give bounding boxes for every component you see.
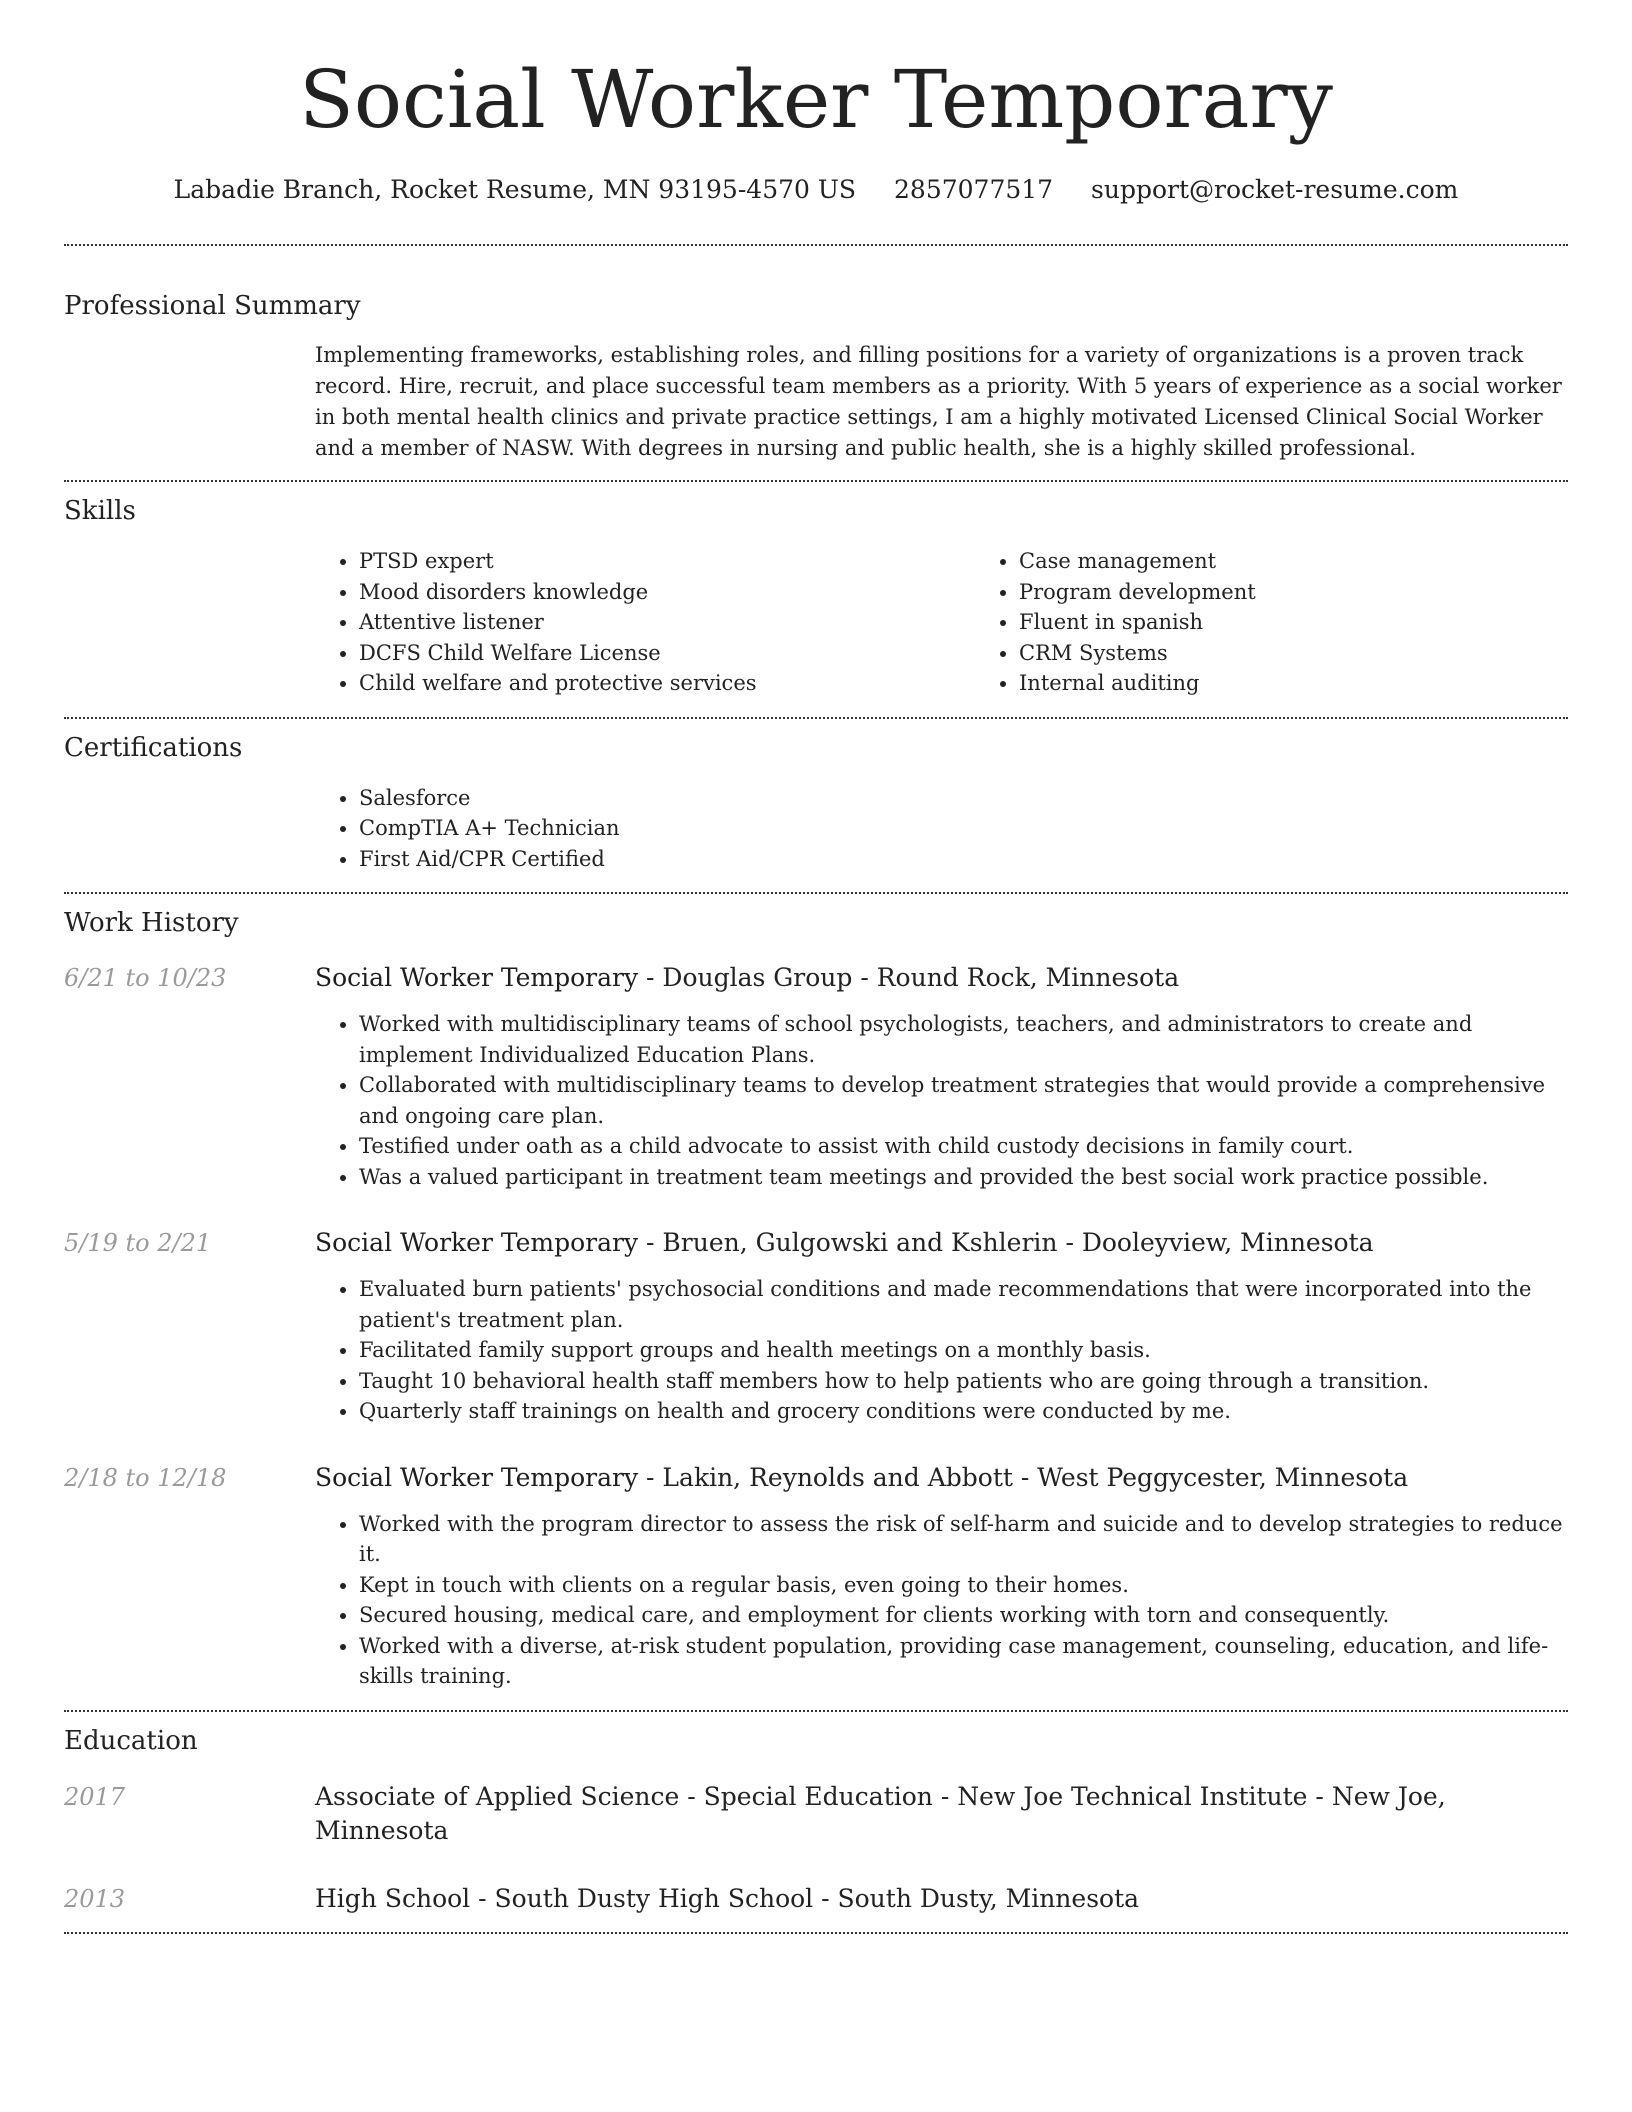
education-school: - South Dusty High School - South Dusty, Minnesota <box>470 1883 1140 1913</box>
certification-item: • First Aid/CPR Certified <box>359 844 1568 875</box>
education-heading <box>315 1882 1568 1916</box>
job-bullets <box>315 1509 1568 1692</box>
section-title-education: Education <box>64 1725 198 1756</box>
job-entry <box>64 1461 1568 1692</box>
skill-item: • Attentive listener <box>359 607 975 638</box>
candidate-name: Social Worker Temporary <box>299 53 1333 146</box>
job-bullet: • Evaluated burn patients' psychosocial conditions and made recommendations that were incorporated into the patient's treatment plan. <box>359 1274 1568 1335</box>
education-section <box>64 1712 1568 1916</box>
skill-item: • Internal auditing <box>1019 668 1632 699</box>
contact-line <box>64 174 1568 206</box>
skill-item: • Child welfare and protective services <box>359 668 975 699</box>
summary-text: Implementing frameworks, establishing roles, and filling positions for a variety of organizations is a proven track record. Hire, recruit, and place successful team members as a priority. With 5 years of experience as a social worker in both mental health clinics and private practice settings, I am a highly motivated Licensed Clinical Social Worker and a member of NASW. With degrees in nursing and public health, she is a highly skilled professional. <box>315 343 1562 460</box>
education-entry <box>64 1882 1568 1916</box>
section-title-skills: Skills <box>64 496 136 526</box>
skills-list-right <box>975 546 1632 699</box>
job-employer: - Bruen, Gulgowski and Kshlerin - Dooleyview, Minnesota <box>638 1228 1374 1257</box>
skill-item: • Program development <box>1019 577 1632 608</box>
contact-address: Labadie Branch, Rocket Resume, MN 93195-4570 US <box>173 175 857 204</box>
job-bullet: • Quarterly staff trainings on health and grocery conditions were conducted by me. <box>359 1396 1568 1427</box>
education-year: 2017 <box>64 1782 126 1811</box>
job-bullet: • Secured housing, medical care, and employment for clients working with torn and consequently. <box>359 1600 1568 1631</box>
job-bullet: • Worked with multidisciplinary teams of school psychologists, teachers, and administrators to create and implement Individualized Education Plans. <box>359 1009 1568 1070</box>
contact-email: support@rocket-resume.com <box>1091 175 1459 204</box>
job-bullet: • Kept in touch with clients on a regular basis, even going to their homes. <box>359 1570 1568 1601</box>
job-title: Social Worker Temporary <box>315 1462 639 1492</box>
certification-item: • CompTIA A+ Technician <box>359 813 1568 844</box>
skill-item: • Mood disorders knowledge <box>359 577 975 608</box>
skill-item: • Case management <box>1019 546 1632 577</box>
job-title: Social Worker Temporary <box>315 1228 639 1257</box>
job-bullets <box>315 1274 1568 1427</box>
skill-item: • CRM Systems <box>1019 638 1632 669</box>
education-heading <box>315 1780 1568 1848</box>
job-employer: - Douglas Group - Round Rock, Minnesota <box>638 963 1180 992</box>
job-bullet: • Testified under oath as a child advocate to assist with child custody decisions in family court. <box>359 1131 1568 1162</box>
job-dates: 6/21 to 10/23 <box>64 964 227 992</box>
job-bullet: • Worked with the program director to assess the risk of self-harm and suicide and to develop strategies to reduce it. <box>359 1509 1568 1570</box>
job-heading <box>315 1461 1568 1495</box>
job-bullet: • Facilitated family support groups and health meetings on a monthly basis. <box>359 1335 1568 1366</box>
certification-item: • Salesforce <box>359 783 1568 814</box>
education-year: 2013 <box>64 1884 126 1913</box>
certifications-section <box>64 719 1568 875</box>
job-entry <box>64 1226 1568 1427</box>
education-school: - New Joe Technical Institute - New Joe, Minnesota <box>315 1781 1446 1845</box>
resume-header <box>64 0 1568 206</box>
job-entry <box>64 961 1568 1192</box>
job-bullet: • Worked with a diverse, at-risk student population, providing case management, counseling, education, and life-skills training. <box>359 1631 1568 1692</box>
certifications-list <box>315 783 1568 875</box>
section-title-summary: Professional Summary <box>64 291 361 321</box>
job-heading <box>315 961 1568 995</box>
job-bullet: • Was a valued participant in treatment team meetings and provided the best social work practice possible. <box>359 1162 1568 1193</box>
education-degree: High School <box>315 1883 471 1913</box>
divider <box>64 1932 1568 1934</box>
skill-item: • DCFS Child Welfare License <box>359 638 975 669</box>
summary-section <box>64 246 1568 464</box>
job-title: Social Worker Temporary <box>315 963 639 992</box>
section-title-work-history: Work History <box>64 908 239 938</box>
skill-item: • PTSD expert <box>359 546 975 577</box>
contact-phone: 2857077517 <box>894 175 1054 204</box>
skills-section <box>64 482 1568 699</box>
job-employer: - Lakin, Reynolds and Abbott - West Peggycester, Minnesota <box>638 1462 1409 1492</box>
job-bullets <box>315 1009 1568 1192</box>
skills-list-left <box>315 546 975 699</box>
work-history-section <box>64 894 1568 1692</box>
education-degree: Associate of Applied Science - Special Education <box>315 1781 933 1811</box>
job-bullet: • Collaborated with multidisciplinary teams to develop treatment strategies that would provide a comprehensive and ongoing care plan. <box>359 1070 1568 1131</box>
job-dates: 2/18 to 12/18 <box>64 1463 227 1492</box>
job-heading <box>315 1226 1568 1260</box>
section-title-certifications: Certifications <box>64 732 243 763</box>
skill-item: • Fluent in spanish <box>1019 607 1632 638</box>
job-bullet: • Taught 10 behavioral health staff members how to help patients who are going through a transition. <box>359 1366 1568 1397</box>
education-entry <box>64 1780 1568 1848</box>
job-dates: 5/19 to 2/21 <box>64 1229 212 1257</box>
